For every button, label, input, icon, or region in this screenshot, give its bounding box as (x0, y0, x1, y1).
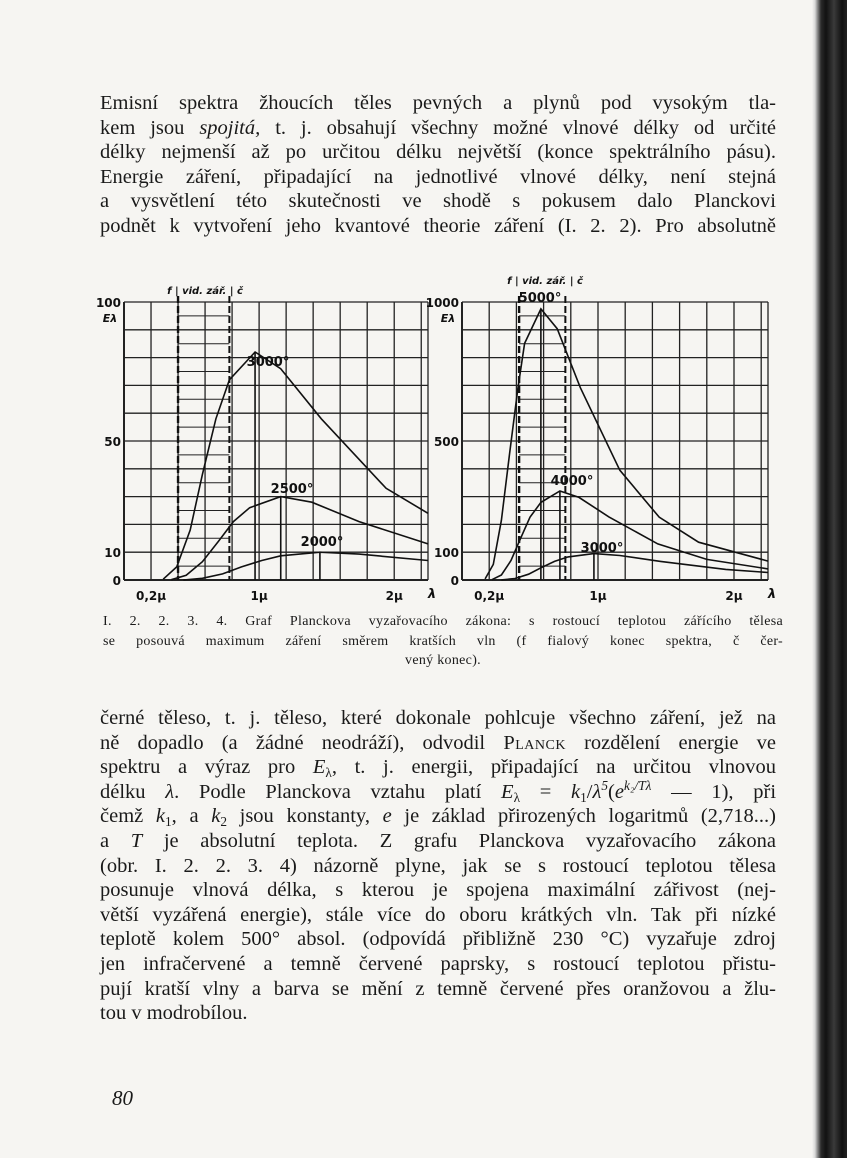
text-segment: / (586, 780, 593, 803)
y-tick-label: 0 (450, 574, 459, 588)
text-segment: a vysvětlení této skutečnosti ve shodě s pokusem dalo Planckovi (100, 190, 776, 213)
text-line (100, 706, 776, 731)
y-axis-label: Eλ (440, 312, 456, 325)
text-segment: Energie záření, připadající na jednotlivé vlnové délky, není stejná (100, 165, 776, 188)
temperature-label: 5000° (518, 291, 562, 306)
text-segment: k (571, 780, 581, 803)
text-segment: λ (165, 780, 175, 803)
text-line (100, 777, 777, 805)
y-tick-label: 50 (104, 435, 121, 449)
spectrum-header: f | vid. zář. | č (507, 276, 583, 287)
text-segment: je základ přirozených logaritmů (2,718...) (391, 805, 777, 828)
text-segment: 1 (580, 789, 587, 805)
text-segment: T (130, 829, 143, 852)
text-segment: jen infračervené a temně červené paprsky, s rostoucí teplotou přistu- (100, 952, 776, 975)
text-line (100, 804, 776, 829)
text-segment: černé těleso, t. j. těleso, které dokonale pohlcuje všechno záření, jež na (100, 707, 776, 729)
x-tick-label: 2μ (725, 589, 743, 603)
text-segment: . Podle Planckova vztahu platí (174, 780, 502, 803)
text-segment: = (520, 780, 572, 803)
text-segment: posunuje vlnová délka, s kterou je spojena maximální zářivost (nej- (100, 879, 776, 902)
text-segment: jsou konstanty, (226, 805, 383, 828)
y-axis-label: Eλ (102, 312, 118, 325)
x-tick-label: 0,2μ (474, 589, 505, 603)
text-segment: spojitá, (199, 116, 261, 139)
text-segment: (obr. I. 2. 2. 3. 4) názorně plyne, jak se s rostoucí teplotou tělesa (100, 854, 776, 877)
text-segment: 2 (220, 814, 227, 830)
y-tick-label: 100 (95, 296, 121, 310)
text-segment: E (312, 756, 326, 779)
page-number: 80 (112, 1086, 133, 1110)
text-segment: ( (608, 780, 615, 803)
text-segment: e (382, 805, 392, 828)
y-tick-label: 0 (112, 574, 121, 588)
text-segment: Emisní spektra žhoucích těles pevných a plynů pod vysokým tla- (100, 92, 776, 114)
text-line (100, 903, 776, 928)
text-segment: , t. j. energii, připadající na určitou vlnovou (331, 756, 776, 779)
caption-line: vený konec). (405, 653, 481, 668)
y-tick-label: 10 (104, 546, 121, 561)
text-segment: délky nejmenší až po určitou délku největší (konce spektrálního pásu). (100, 141, 776, 164)
text-segment: podnět k vytvoření jeho kvantové theorie záření (I. 2. 2). Pro absolutně (100, 214, 776, 237)
text-segment: E (501, 780, 514, 803)
spectrum-header: f | vid. zář. | č (167, 286, 243, 297)
temperature-label: 2500° (270, 482, 314, 497)
text-segment: je absolutní teplota. Z grafu Planckova vyzařovacího zákona (142, 829, 776, 852)
text-segment: λ (513, 789, 521, 805)
x-axis-label: λ (767, 587, 777, 602)
figure-caption (103, 612, 783, 671)
text-segment: λ (592, 780, 602, 803)
text-segment: k (155, 805, 166, 828)
text-segment: 1 (165, 814, 172, 830)
text-line (100, 1001, 776, 1026)
text-line (100, 927, 776, 952)
y-tick-label: 500 (433, 435, 459, 449)
x-axis-label: λ (427, 587, 437, 602)
temperature-label: 2000° (300, 535, 344, 550)
text-segment: pují kratší vlny a barva se mění z temně červené přes oranžovou a žlu- (100, 977, 776, 1000)
text-segment: 5 (601, 777, 609, 793)
text-segment: , a (171, 805, 212, 828)
x-tick-label: 2μ (385, 589, 403, 603)
temperature-label: 3000° (246, 355, 290, 370)
text-segment: kem jsou (100, 116, 200, 139)
curve-3000-deg (163, 352, 428, 579)
text-segment: spektru a výraz pro (100, 756, 313, 779)
text-line (100, 755, 776, 780)
text-line (100, 977, 776, 1002)
text-segment: čemž (100, 805, 156, 828)
paragraph-2 (100, 706, 776, 1026)
x-tick-label: 1μ (250, 589, 268, 603)
caption-line: se posouvá maximum záření směrem kratších vln (f fialový konec spektra, č čer- (103, 633, 783, 649)
text-segment: větší vyzářená energie), stále více do oboru krátkých vln. Tak při nízké (100, 903, 776, 926)
text-segment: λ (325, 765, 332, 781)
x-tick-label: 1μ (589, 589, 607, 603)
text-segment: k (211, 805, 221, 828)
x-tick-label: 0,2μ (135, 589, 167, 603)
text-segment: t. j. obsahují všechny možné vlnové délky od určité (260, 116, 776, 139)
text-segment: ně dopadlo (a žádné neodráží), odvodil (100, 731, 504, 754)
text-line (100, 829, 776, 854)
caption-line: I. 2. 2. 3. 4. Graf Planckova vyzařovacího zákona: s rostoucí teplotou zářícího tělesa (103, 614, 783, 629)
temperature-label: 4000° (550, 474, 594, 489)
text-segment: Planck (503, 731, 566, 754)
text-segment: a (100, 829, 131, 852)
text-segment: e (614, 780, 624, 803)
text-segment: — 1), při (651, 780, 777, 803)
text-line (100, 952, 776, 977)
temperature-label: 3000° (580, 541, 624, 556)
y-tick-label: 1000 (425, 296, 459, 310)
text-segment: délku (100, 780, 166, 803)
text-line (100, 854, 776, 879)
text-line (100, 878, 776, 903)
y-tick-label: 100 (433, 546, 459, 561)
text-segment: rozdělení energie ve (565, 731, 777, 754)
text-segment: k₂/Tλ (623, 777, 652, 793)
text-line (100, 731, 776, 756)
text-segment: teplotě kolem 500° absol. (odpovídá přibližně 230 °C) vyzařuje zdroj (100, 928, 776, 951)
text-segment: tou v modrobílou. (100, 1002, 248, 1025)
